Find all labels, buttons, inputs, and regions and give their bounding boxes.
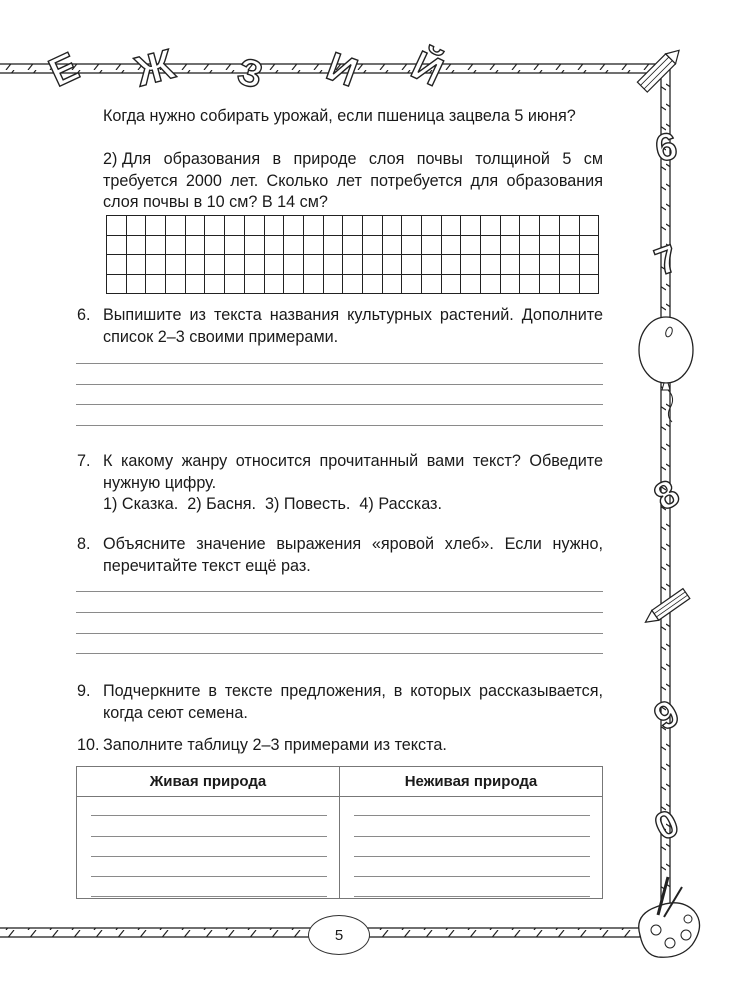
grid-cell[interactable] — [303, 274, 323, 294]
grid-cell[interactable] — [166, 235, 186, 255]
grid-cell[interactable] — [107, 216, 127, 236]
pencil-icon — [648, 575, 698, 635]
grid-cell[interactable] — [441, 274, 461, 294]
grid-cell[interactable] — [481, 255, 501, 275]
digit-seven-icon — [646, 235, 686, 285]
nonliving-answer-line[interactable] — [354, 856, 590, 857]
digit-nine-icon — [646, 690, 686, 740]
grid-cell[interactable] — [185, 274, 205, 294]
grid-cell[interactable] — [579, 255, 599, 275]
option-fable[interactable]: 2) Басня. — [187, 495, 257, 513]
grid-cell[interactable] — [166, 274, 186, 294]
answer-grid[interactable] — [106, 215, 599, 294]
pencil-icon — [640, 48, 690, 98]
option-story[interactable]: 4) Рассказ. — [359, 495, 442, 513]
grid-cell[interactable] — [540, 216, 560, 236]
grid-cell[interactable] — [579, 235, 599, 255]
digit-zero-icon — [646, 800, 686, 850]
grid-cell[interactable] — [441, 235, 461, 255]
digit-six-icon — [646, 122, 686, 172]
grid-cell[interactable] — [107, 235, 127, 255]
grid-cell[interactable] — [205, 274, 225, 294]
task-number: 9. — [77, 682, 91, 700]
grid-cell[interactable] — [461, 235, 481, 255]
digit-eight-icon — [646, 470, 686, 520]
column-header-living-nature: Живая природа — [149, 773, 267, 790]
letter-zhe-icon — [130, 39, 180, 97]
grid-cell[interactable] — [146, 216, 166, 236]
grid-cell[interactable] — [185, 255, 205, 275]
grid-cell[interactable] — [422, 216, 442, 236]
grid-cell[interactable] — [146, 235, 166, 255]
grid-cell[interactable] — [540, 274, 560, 294]
grid-cell[interactable] — [166, 216, 186, 236]
grid-cell[interactable] — [540, 235, 560, 255]
letter-short-i-icon — [405, 42, 450, 97]
grid-cell[interactable] — [343, 274, 363, 294]
living-answer-line[interactable] — [91, 896, 327, 897]
nonliving-answer-line[interactable] — [354, 815, 590, 816]
answer-line[interactable] — [76, 384, 603, 385]
grid-cell[interactable] — [284, 216, 304, 236]
nonliving-answer-line[interactable] — [354, 836, 590, 837]
task-number: 8. — [77, 535, 91, 553]
grid-cell[interactable] — [126, 235, 146, 255]
answer-line[interactable] — [76, 425, 603, 426]
intro-question-2: Для образования в природе слоя почвы толщиной 5 см требуется 2000 лет. Сколько лет потребуется для образования слоя почвы в 10 см? В 14 см? — [103, 150, 603, 211]
svg-text:И: И — [320, 44, 364, 96]
grid-cell[interactable] — [520, 255, 540, 275]
grid-cell[interactable] — [362, 255, 382, 275]
grid-cell[interactable] — [343, 216, 363, 236]
grid-cell[interactable] — [422, 274, 442, 294]
grid-cell[interactable] — [284, 235, 304, 255]
grid-row — [107, 255, 599, 275]
grid-cell[interactable] — [205, 216, 225, 236]
grid-cell[interactable] — [107, 274, 127, 294]
grid-cell[interactable] — [520, 235, 540, 255]
grid-cell[interactable] — [559, 274, 579, 294]
grid-cell[interactable] — [481, 216, 501, 236]
grid-cell[interactable] — [461, 274, 481, 294]
nonliving-answer-line[interactable] — [354, 896, 590, 897]
page-number: 5 — [308, 915, 370, 955]
grid-cell[interactable] — [225, 255, 245, 275]
task-number: 6. — [77, 306, 91, 324]
task-text: Заполните таблицу 2–3 примерами из текста. — [103, 736, 447, 754]
svg-text:0: 0 — [648, 802, 686, 850]
grid-cell[interactable] — [559, 235, 579, 255]
grid-cell[interactable] — [166, 255, 186, 275]
task-text: Подчеркните в тексте предложения, в которых рассказывается, когда сеют семена. — [103, 682, 603, 722]
grid-cell[interactable] — [205, 235, 225, 255]
grid-cell[interactable] — [382, 235, 402, 255]
grid-cell[interactable] — [244, 255, 264, 275]
grid-cell[interactable] — [481, 235, 501, 255]
grid-cell[interactable] — [284, 255, 304, 275]
grid-cell[interactable] — [461, 255, 481, 275]
svg-text:6: 6 — [652, 125, 681, 171]
grid-cell[interactable] — [362, 235, 382, 255]
grid-cell[interactable] — [185, 216, 205, 236]
header-divider — [77, 796, 602, 797]
living-answer-line[interactable] — [91, 876, 327, 877]
grid-cell[interactable] — [303, 216, 323, 236]
grid-cell[interactable] — [225, 216, 245, 236]
grid-cell[interactable] — [323, 216, 343, 236]
svg-text:З: З — [233, 50, 267, 98]
grid-cell[interactable] — [107, 255, 127, 275]
grid-cell[interactable] — [244, 216, 264, 236]
grid-cell[interactable] — [402, 255, 422, 275]
grid-cell[interactable] — [323, 274, 343, 294]
grid-cell[interactable] — [540, 255, 560, 275]
grid-cell[interactable] — [579, 274, 599, 294]
grid-row — [107, 274, 599, 294]
option-novella[interactable]: 3) Повесть. — [265, 495, 351, 513]
task-number: 10. — [77, 736, 100, 754]
svg-text:Ж: Ж — [130, 39, 180, 96]
paint-palette-icon — [630, 885, 710, 965]
grid-cell[interactable] — [402, 274, 422, 294]
grid-row — [107, 216, 599, 236]
living-answer-line[interactable] — [91, 836, 327, 837]
nature-table — [76, 766, 603, 899]
living-answer-line[interactable] — [91, 815, 327, 816]
genre-options — [103, 494, 442, 516]
grid-cell[interactable] — [126, 216, 146, 236]
nonliving-answer-line[interactable] — [354, 876, 590, 877]
grid-cell[interactable] — [559, 255, 579, 275]
svg-text:7: 7 — [649, 237, 684, 285]
grid-cell[interactable] — [146, 255, 166, 275]
task-text: К какому жанру относится прочитанный вами текст? Обведите нужную цифру. — [103, 452, 603, 492]
grid-cell[interactable] — [520, 274, 540, 294]
answer-line[interactable] — [76, 612, 603, 613]
grid-cell[interactable] — [284, 274, 304, 294]
answer-line[interactable] — [76, 404, 603, 405]
grid-cell[interactable] — [126, 274, 146, 294]
grid-cell[interactable] — [225, 235, 245, 255]
column-divider — [339, 767, 340, 898]
letter-ye-icon — [44, 45, 84, 95]
grid-cell[interactable] — [126, 255, 146, 275]
column-header-nonliving-nature: Неживая природа — [404, 773, 538, 790]
grid-cell[interactable] — [264, 235, 284, 255]
grid-cell[interactable] — [244, 235, 264, 255]
grid-cell[interactable] — [303, 255, 323, 275]
grid-cell[interactable] — [500, 274, 520, 294]
letter-i-icon — [320, 45, 365, 95]
letter-ze-icon — [230, 50, 270, 100]
svg-text:Й: Й — [404, 42, 450, 96]
grid-cell[interactable] — [343, 235, 363, 255]
answer-line[interactable] — [76, 591, 603, 592]
answer-line[interactable] — [76, 633, 603, 634]
grid-cell[interactable] — [343, 255, 363, 275]
grid-cell[interactable] — [264, 216, 284, 236]
answer-line[interactable] — [76, 653, 603, 654]
intro-sub2-label: 2) — [103, 150, 118, 168]
grid-cell[interactable] — [185, 235, 205, 255]
balloon-icon — [636, 318, 696, 418]
grid-cell[interactable] — [362, 274, 382, 294]
grid-cell[interactable] — [323, 255, 343, 275]
svg-text:9: 9 — [647, 692, 687, 740]
grid-cell[interactable] — [579, 216, 599, 236]
answer-line[interactable] — [76, 363, 603, 364]
grid-cell[interactable] — [382, 216, 402, 236]
grid-cell[interactable] — [244, 274, 264, 294]
svg-text:Е: Е — [42, 44, 86, 96]
grid-cell[interactable] — [559, 216, 579, 236]
grid-cell[interactable] — [500, 216, 520, 236]
grid-cell[interactable] — [422, 255, 442, 275]
grid-cell[interactable] — [422, 235, 442, 255]
grid-cell[interactable] — [481, 274, 501, 294]
grid-cell[interactable] — [402, 216, 422, 236]
grid-cell[interactable] — [303, 235, 323, 255]
grid-cell[interactable] — [382, 274, 402, 294]
grid-cell[interactable] — [520, 216, 540, 236]
intro-question-1: Когда нужно собирать урожай, если пшеница зацвела 5 июня? — [103, 107, 576, 125]
task-text: Объясните значение выражения «яровой хлеб». Если нужно, перечитайте текст ещё раз. — [103, 535, 603, 575]
grid-cell[interactable] — [402, 235, 422, 255]
grid-cell[interactable] — [500, 235, 520, 255]
option-fairytale[interactable]: 1) Сказка. — [103, 495, 179, 513]
grid-cell[interactable] — [441, 216, 461, 236]
grid-cell[interactable] — [225, 274, 245, 294]
grid-cell[interactable] — [382, 255, 402, 275]
grid-cell[interactable] — [323, 235, 343, 255]
task-number: 7. — [77, 452, 91, 470]
grid-cell[interactable] — [362, 216, 382, 236]
grid-cell[interactable] — [441, 255, 461, 275]
grid-cell[interactable] — [205, 255, 225, 275]
grid-cell[interactable] — [500, 255, 520, 275]
living-answer-line[interactable] — [91, 856, 327, 857]
grid-cell[interactable] — [264, 274, 284, 294]
grid-cell[interactable] — [146, 274, 166, 294]
task-text: Выпишите из текста названия культурных растений. Дополните список 2–3 своими примерами. — [103, 306, 603, 346]
grid-cell[interactable] — [461, 216, 481, 236]
grid-cell[interactable] — [264, 255, 284, 275]
svg-text:8: 8 — [647, 472, 687, 520]
grid-row — [107, 235, 599, 255]
